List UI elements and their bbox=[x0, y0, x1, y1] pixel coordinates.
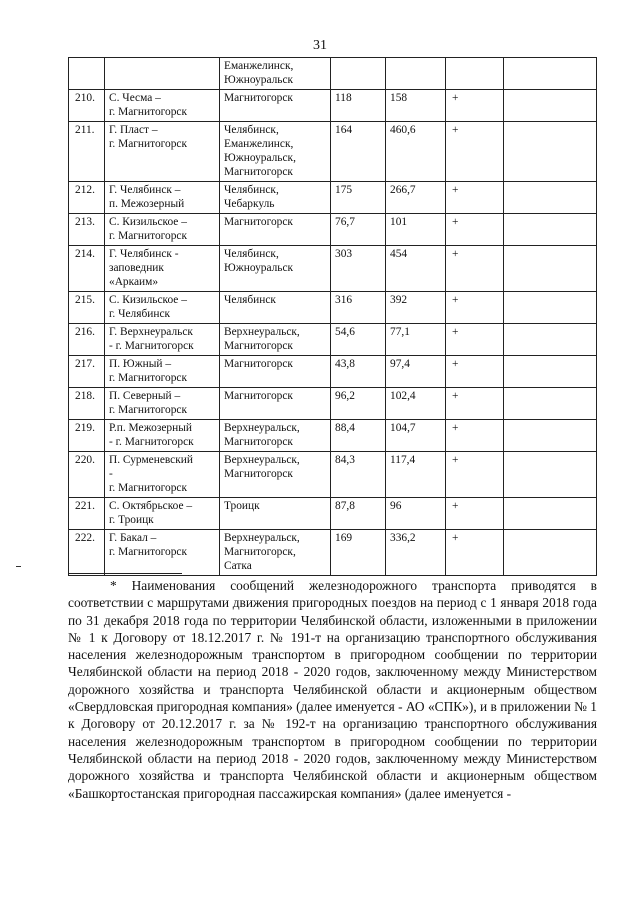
route-name: П. Сурменевский - г. Магнитогорск bbox=[105, 452, 220, 498]
row-number: 212. bbox=[69, 182, 105, 214]
distance-total: 158 bbox=[386, 90, 446, 122]
distance-total: 101 bbox=[386, 214, 446, 246]
footnote-separator bbox=[68, 573, 182, 574]
stations-list: Верхнеуральск, Магнитогорск bbox=[220, 324, 331, 356]
distance-value: 84,3 bbox=[331, 452, 386, 498]
margin-mark bbox=[16, 566, 21, 567]
distance-total: 460,6 bbox=[386, 122, 446, 182]
distance-value: 54,6 bbox=[331, 324, 386, 356]
stations-list: Магнитогорск bbox=[220, 388, 331, 420]
extra-cell bbox=[504, 452, 597, 498]
extra-cell bbox=[504, 58, 597, 90]
table-row bbox=[69, 292, 597, 324]
stations-list: Магнитогорск bbox=[220, 356, 331, 388]
table-row bbox=[69, 530, 597, 576]
route-name: П. Южный – г. Магнитогорск bbox=[105, 356, 220, 388]
route-name: Г. Челябинск - заповедник «Аркаим» bbox=[105, 246, 220, 292]
mark-cell: + bbox=[446, 324, 504, 356]
distance-total: 392 bbox=[386, 292, 446, 324]
route-name: С. Чесма – г. Магнитогорск bbox=[105, 90, 220, 122]
stations-list: Верхнеуральск, Магнитогорск bbox=[220, 452, 331, 498]
route-name: С. Кизильское – г. Челябинск bbox=[105, 292, 220, 324]
table-row bbox=[69, 388, 597, 420]
table-row bbox=[69, 246, 597, 292]
route-name bbox=[105, 58, 220, 90]
mark-cell: + bbox=[446, 90, 504, 122]
extra-cell bbox=[504, 246, 597, 292]
footnote-text: * Наименования сообщений железнодорожного транспорта приводятся в соответствии с маршрутами движения пригородных поездов на период с 1 января 2018 года по 31 декабря 2018 года по территории Челябинской области, изложенными в приложении № 1 к Договору от 18.12.2017 г. № 191-т на организацию транспортного обслуживания населения железнодорожным транспортом в пригородном сообщении по территории Челябинской области на период 2018 - 2020 годов, заключенному между Министерством дорожного хозяйства и транспорта Челябинской области и акционерным обществом «Свердловская пригородная компания» (далее именуется - АО «СПК»), и в приложении № 1 к Договору от 20.12.2017 г. за № 192-т на организацию транспортного обслуживания населения железнодорожным транспортом в пригородном сообщении по территории Челябинской области на период 2018 - 2020 годов, заключенному между Министерством дорожного хозяйства и транспорта Челябинской области и акционерным обществом «Башкортостанская пригородная пассажирская компания» (далее именуется - bbox=[68, 578, 597, 801]
extra-cell bbox=[504, 214, 597, 246]
mark-cell: + bbox=[446, 356, 504, 388]
distance-total: 104,7 bbox=[386, 420, 446, 452]
table-row bbox=[69, 356, 597, 388]
table-row bbox=[69, 214, 597, 246]
mark-cell: + bbox=[446, 214, 504, 246]
distance-value: 118 bbox=[331, 90, 386, 122]
mark-cell: + bbox=[446, 498, 504, 530]
page-number: 31 bbox=[313, 38, 327, 53]
extra-cell bbox=[504, 90, 597, 122]
row-number: 211. bbox=[69, 122, 105, 182]
route-name: П. Северный – г. Магнитогорск bbox=[105, 388, 220, 420]
distance-total: 97,4 bbox=[386, 356, 446, 388]
distance-value: 88,4 bbox=[331, 420, 386, 452]
mark-cell bbox=[446, 58, 504, 90]
route-name: Г. Бакал – г. Магнитогорск bbox=[105, 530, 220, 576]
table-row bbox=[69, 324, 597, 356]
stations-list: Челябинск, Чебаркуль bbox=[220, 182, 331, 214]
distance-total bbox=[386, 58, 446, 90]
row-number: 220. bbox=[69, 452, 105, 498]
stations-list: Магнитогорск bbox=[220, 90, 331, 122]
mark-cell: + bbox=[446, 388, 504, 420]
row-number: 216. bbox=[69, 324, 105, 356]
routes-table-body bbox=[69, 58, 597, 576]
extra-cell bbox=[504, 420, 597, 452]
stations-list: Еманжелинск, Южноуральск bbox=[220, 58, 331, 90]
distance-total: 454 bbox=[386, 246, 446, 292]
distance-total: 266,7 bbox=[386, 182, 446, 214]
distance-value: 316 bbox=[331, 292, 386, 324]
row-number: 215. bbox=[69, 292, 105, 324]
distance-value: 96,2 bbox=[331, 388, 386, 420]
distance-total: 117,4 bbox=[386, 452, 446, 498]
distance-value: 43,8 bbox=[331, 356, 386, 388]
table-row bbox=[69, 420, 597, 452]
stations-list: Челябинск, Южноуральск bbox=[220, 246, 331, 292]
stations-list: Верхнеуральск, Магнитогорск, Сатка bbox=[220, 530, 331, 576]
distance-value: 169 bbox=[331, 530, 386, 576]
distance-value: 175 bbox=[331, 182, 386, 214]
stations-list: Троицк bbox=[220, 498, 331, 530]
row-number: 213. bbox=[69, 214, 105, 246]
table-row bbox=[69, 90, 597, 122]
row-number: 214. bbox=[69, 246, 105, 292]
table-row bbox=[69, 182, 597, 214]
route-name: С. Кизильское – г. Магнитогорск bbox=[105, 214, 220, 246]
route-name: С. Октябрьское – г. Троицк bbox=[105, 498, 220, 530]
extra-cell bbox=[504, 498, 597, 530]
mark-cell: + bbox=[446, 182, 504, 214]
route-name: Г. Пласт – г. Магнитогорск bbox=[105, 122, 220, 182]
distance-value: 87,8 bbox=[331, 498, 386, 530]
mark-cell: + bbox=[446, 122, 504, 182]
distance-value bbox=[331, 58, 386, 90]
table-row bbox=[69, 58, 597, 90]
route-name: Г. Челябинск – п. Межозерный bbox=[105, 182, 220, 214]
extra-cell bbox=[504, 182, 597, 214]
row-number: 218. bbox=[69, 388, 105, 420]
distance-value: 303 bbox=[331, 246, 386, 292]
stations-list: Челябинск bbox=[220, 292, 331, 324]
routes-table bbox=[68, 57, 597, 576]
table-row bbox=[69, 122, 597, 182]
extra-cell bbox=[504, 324, 597, 356]
extra-cell bbox=[504, 122, 597, 182]
table-row bbox=[69, 498, 597, 530]
mark-cell: + bbox=[446, 420, 504, 452]
distance-total: 77,1 bbox=[386, 324, 446, 356]
distance-total: 102,4 bbox=[386, 388, 446, 420]
row-number: 219. bbox=[69, 420, 105, 452]
distance-value: 164 bbox=[331, 122, 386, 182]
mark-cell: + bbox=[446, 246, 504, 292]
mark-cell: + bbox=[446, 292, 504, 324]
distance-value: 76,7 bbox=[331, 214, 386, 246]
row-number bbox=[69, 58, 105, 90]
row-number: 217. bbox=[69, 356, 105, 388]
table-row bbox=[69, 452, 597, 498]
row-number: 210. bbox=[69, 90, 105, 122]
distance-total: 336,2 bbox=[386, 530, 446, 576]
extra-cell bbox=[504, 356, 597, 388]
route-name: Р.п. Межозерный - г. Магнитогорск bbox=[105, 420, 220, 452]
row-number: 222. bbox=[69, 530, 105, 576]
row-number: 221. bbox=[69, 498, 105, 530]
stations-list: Верхнеуральск, Магнитогорск bbox=[220, 420, 331, 452]
extra-cell bbox=[504, 388, 597, 420]
stations-list: Магнитогорск bbox=[220, 214, 331, 246]
distance-total: 96 bbox=[386, 498, 446, 530]
mark-cell: + bbox=[446, 452, 504, 498]
mark-cell: + bbox=[446, 530, 504, 576]
extra-cell bbox=[504, 292, 597, 324]
route-name: Г. Верхнеуральск - г. Магнитогорск bbox=[105, 324, 220, 356]
stations-list: Челябинск, Еманжелинск, Южноуральск, Магнитогорск bbox=[220, 122, 331, 182]
extra-cell bbox=[504, 530, 597, 576]
